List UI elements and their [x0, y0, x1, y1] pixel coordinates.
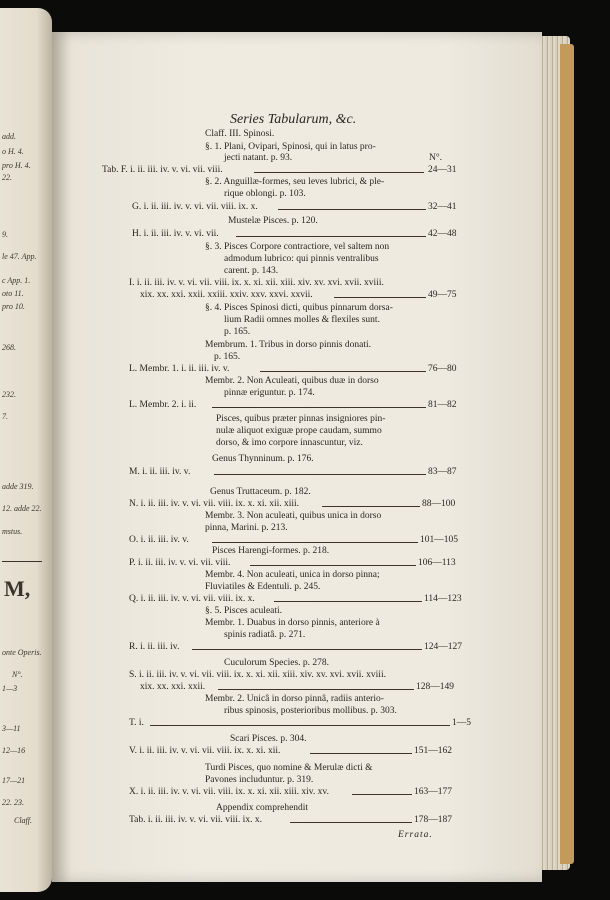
- member-heading: Membrum. 1. Tribus in dorso pinnis donati.: [205, 340, 371, 350]
- member-heading: pinnæ eriguntur. p. 174.: [224, 388, 315, 398]
- left-fragment: pro H. 4.: [2, 161, 31, 170]
- table-entry: T. i.: [129, 718, 144, 728]
- left-fragment: le 47. App.: [2, 252, 37, 261]
- leader-line: [250, 565, 416, 566]
- table-entry: P. i. ii. iii. iv. v. vi. vii. viii.: [129, 558, 231, 568]
- left-heading: M,: [4, 576, 31, 601]
- member-heading: Membr. 2. Non Aculeati, quibus duæ in dorso: [205, 376, 379, 386]
- member-heading: Membr. 3. Non aculeati, quibus unica in dorso: [205, 511, 382, 521]
- member-heading: Membr. 2. Unicâ in dorso pinnâ, radiis anterio-: [205, 694, 384, 704]
- table-entry: xix. xx. xxi. xxii. xxiii. xxiv. xxv. xxvi. xxvii.: [140, 290, 313, 300]
- leader-line: [260, 371, 426, 372]
- leader-line: [212, 542, 418, 543]
- left-fragment: 17—21: [2, 776, 26, 785]
- genus-heading: Genus Thynninum. p. 176.: [212, 454, 314, 464]
- section-text: rique oblongi. p. 103.: [224, 189, 306, 199]
- left-fragment: 12. adde 22.: [2, 504, 42, 513]
- plate-numbers: 88—100: [422, 499, 456, 509]
- left-rule: [2, 561, 42, 562]
- member-heading: spinis radiatâ. p. 271.: [224, 630, 306, 640]
- plate-numbers: 83—87: [428, 467, 457, 477]
- left-fragment: pro 10.: [2, 302, 25, 311]
- leader-line: [236, 236, 426, 237]
- leader-line: [218, 689, 414, 690]
- plate-numbers: 106—113: [418, 558, 456, 568]
- member-heading: Fluviatiles & Edentuli. p. 245.: [205, 582, 321, 592]
- plate-numbers: 163—177: [414, 787, 452, 797]
- appendix-heading: Appendix comprehendit: [216, 803, 309, 813]
- genus-heading: Cuculorum Species. p. 278.: [224, 658, 330, 668]
- left-fragment: oto 11.: [2, 289, 24, 298]
- page-header: Series Tabularum, &c.: [230, 112, 357, 127]
- table-entry: S. i. ii. iii. iv. v. vi. vii. viii. ix. x. xi. xii. xiii. xiv. xv. xvi. xvii. xviii.: [129, 670, 386, 680]
- leader-line: [150, 725, 450, 726]
- left-fragment: 1—3: [2, 684, 18, 693]
- section-text: Pisces, quibus præter pinnas insigniores pin-: [216, 414, 386, 424]
- member-heading: Membr. 1. Duabus in dorso pinnis, anteriore à: [205, 618, 380, 628]
- left-fragment: adde 319.: [2, 482, 34, 491]
- section-text: carent. p. 143.: [224, 266, 279, 276]
- section-text: nulæ aliquot exiguæ prope caudam, summo: [216, 426, 382, 436]
- table-entry: N. i. ii. iii. iv. v. vi. vii. viii. ix. x. xi. xii. xiii.: [129, 499, 300, 509]
- genus-heading: Turdi Pisces, quo nomine & Merulæ dicti &: [205, 763, 373, 773]
- left-page: [0, 8, 52, 892]
- table-entry: X. i. ii. iii. iv. v. vi. vii. viii. ix. x. xi. xii. xiii. xiv. xv.: [129, 787, 329, 797]
- table-entry: L. Membr. 2. i. ii.: [129, 400, 197, 410]
- left-fragment: N°.: [12, 670, 23, 679]
- member-heading: pinna, Marini. p. 213.: [205, 523, 288, 533]
- plate-numbers: 24—31: [428, 165, 457, 175]
- table-entry: M. i. ii. iii. iv. v.: [129, 467, 191, 477]
- errata-label: Errata.: [398, 830, 433, 840]
- leader-line: [214, 474, 426, 475]
- leader-line: [334, 297, 426, 298]
- section-text: §. 3. Pisces Corpore contractiore, vel saltem non: [205, 242, 390, 252]
- left-fragment: 22.: [2, 173, 12, 182]
- leader-line: [310, 753, 412, 754]
- class-heading: Claff. III. Spinosi.: [205, 129, 275, 139]
- right-page: [52, 32, 542, 882]
- genus-heading: Pavones includuntur. p. 319.: [205, 775, 314, 785]
- left-fragment: 9.: [2, 230, 8, 239]
- section-heading: Pisces Harengi-formes. p. 218.: [212, 546, 330, 556]
- left-fragment: o H. 4.: [2, 147, 24, 156]
- table-entry: I. i. ii. iii. iv. v. vi. vii. viii. ix. x. xi. xii. xiii. xiv. xv. xvi. xvii. xviii.: [129, 278, 384, 288]
- plate-numbers: 128—149: [416, 682, 454, 692]
- section-text: lium Radii omnes molles & flexiles sunt.: [224, 315, 380, 325]
- left-fragment: 7.: [2, 412, 8, 421]
- member-heading: Membr. 4. Non aculeati, unica in dorso pinna;: [205, 570, 380, 580]
- left-fragment: c App. 1.: [2, 276, 31, 285]
- left-fragment: Claff.: [14, 816, 33, 825]
- plate-numbers: 151—162: [414, 746, 452, 756]
- left-fragment: add.: [2, 132, 16, 141]
- member-heading: p. 165.: [214, 352, 241, 362]
- genus-heading: Genus Truttaceum. p. 182.: [210, 487, 311, 497]
- plate-numbers: 101—105: [420, 535, 458, 545]
- table-entry: R. i. ii. iii. iv.: [129, 642, 180, 652]
- table-entry: H. i. ii. iii. iv. v. vi. vii.: [132, 229, 219, 239]
- section-text: §. 4. Pisces Spinosi dicti, quibus pinnarum dorsa-: [205, 303, 393, 313]
- plate-numbers: 1—5: [452, 718, 471, 728]
- plate-numbers: 42—48: [428, 229, 457, 239]
- table-entry: xix. xx. xxi. xxii.: [140, 682, 206, 692]
- table-entry: O. i. ii. iii. iv. v.: [129, 535, 189, 545]
- leader-line: [212, 407, 426, 408]
- leader-line: [290, 822, 412, 823]
- section-text: jecti natant. p. 93.: [224, 153, 293, 163]
- plate-numbers: 49—75: [428, 290, 457, 300]
- left-fragment: 268.: [2, 343, 16, 352]
- plate-numbers: 81—82: [428, 400, 457, 410]
- left-fragment: 3—11: [2, 724, 21, 733]
- left-fragment: onte Operis.: [2, 648, 42, 657]
- plate-numbers: 32—41: [428, 202, 457, 212]
- section-text: admodum lubrico: qui pinnis ventralibus: [224, 254, 379, 264]
- leader-line: [274, 601, 422, 602]
- left-fragment: 232.: [2, 390, 16, 399]
- leader-line: [278, 209, 426, 210]
- plate-numbers: 114—123: [424, 594, 462, 604]
- left-fragment: mstus.: [2, 527, 23, 536]
- leader-line: [322, 506, 420, 507]
- section-text: p. 165.: [224, 327, 251, 337]
- leader-line: [192, 649, 422, 650]
- leader-line: [254, 172, 424, 173]
- section-text: §. 1. Plani, Ovipari, Spinosi, qui in latus pro-: [205, 142, 376, 152]
- plate-numbers: 124—127: [424, 642, 462, 652]
- column-heading: N°.: [429, 153, 443, 163]
- table-entry: L. Membr. 1. i. ii. iii. iv. v.: [129, 364, 230, 374]
- left-fragment: 12—16: [2, 746, 26, 755]
- leader-line: [352, 794, 412, 795]
- section-heading: Mustelæ Pisces. p. 120.: [228, 216, 318, 226]
- plate-numbers: 76—80: [428, 364, 457, 374]
- book-cover-edge: [560, 44, 574, 864]
- table-entry: G. i. ii. iii. iv. v. vi. vii. viii. ix. x.: [132, 202, 258, 212]
- table-entry: Tab. F. i. ii. iii. iv. v. vi. vii. viii.: [102, 165, 223, 175]
- plate-numbers: 178—187: [414, 815, 452, 825]
- section-text: §. 2. Anguillæ-formes, seu leves lubrici, & ple-: [205, 177, 385, 187]
- section-text: §. 5. Pisces aculeati.: [205, 606, 283, 616]
- table-entry: V. i. ii. iii. iv. v. vi. vii. viii. ix. x. xi. xii.: [129, 746, 281, 756]
- table-entry: Tab. i. ii. iii. iv. v. vi. vii. viii. ix. x.: [129, 815, 262, 825]
- genus-heading: Scari Pisces. p. 304.: [230, 734, 307, 744]
- member-heading: ribus spinosis, posterioribus mollibus. p. 303.: [224, 706, 397, 716]
- left-fragment: 22. 23.: [2, 798, 24, 807]
- table-entry: Q. i. ii. iii. iv. v. vi. vii. viii. ix. x.: [129, 594, 255, 604]
- section-text: dorso, & imo corpore innascuntur, viz.: [216, 438, 363, 448]
